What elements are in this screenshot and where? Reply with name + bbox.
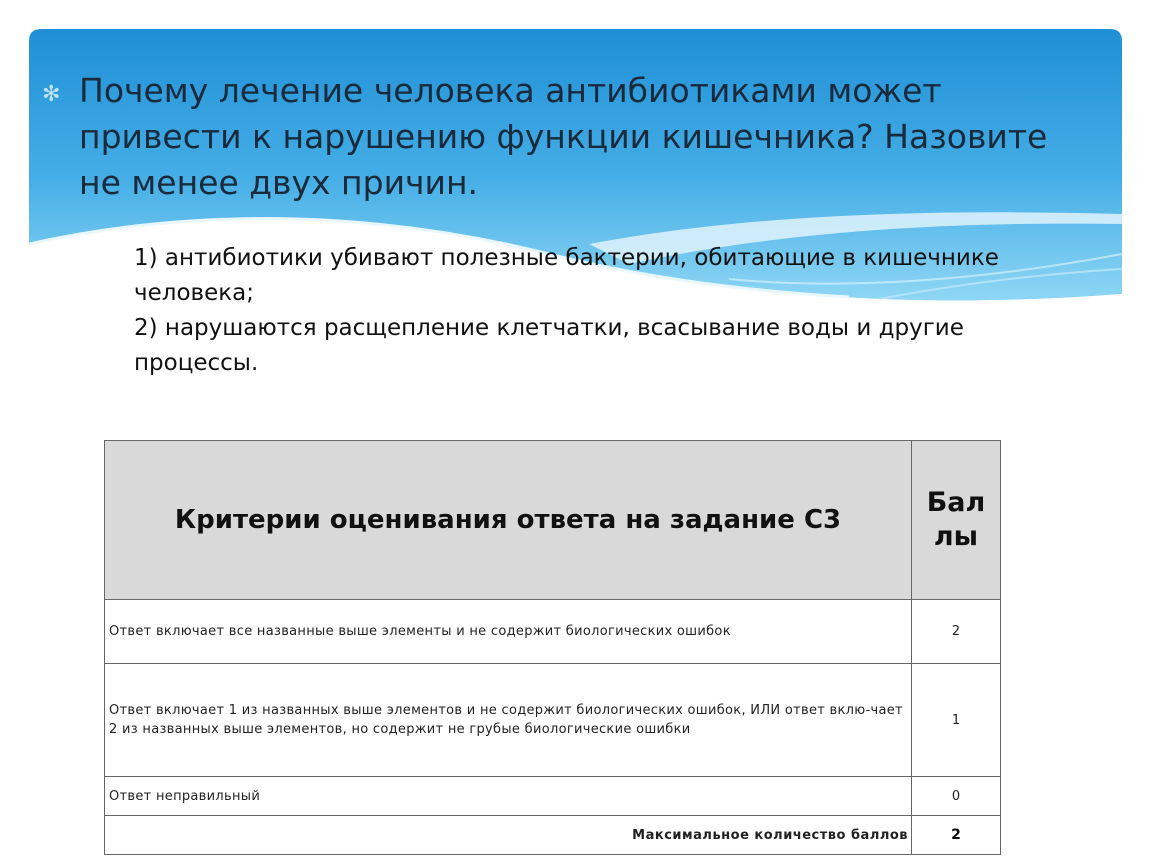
max-score-value: 2 bbox=[912, 816, 1001, 855]
criterion-text: Ответ включает 1 из названных выше элементов и не содержит биологических ошибок, ИЛИ ответ вклю-чает 2 из названных выше элементов, но содержит не грубые биологические ошибки bbox=[105, 664, 912, 777]
criteria-table bbox=[104, 440, 1001, 855]
answer-line-2: 2) нарушаются расщепление клетчатки, всасывание воды и другие процессы. bbox=[134, 315, 964, 376]
criterion-points: 0 bbox=[912, 777, 1001, 816]
header-points bbox=[912, 441, 1001, 600]
bullet-icon: ✻ bbox=[42, 82, 61, 107]
criterion-points: 1 bbox=[912, 664, 1001, 777]
header-points-line1: Бал bbox=[926, 487, 986, 518]
criterion-text: Ответ неправильный bbox=[105, 777, 912, 816]
criterion-points: 2 bbox=[912, 600, 1001, 664]
slide-question: Почему лечение человека антибиотиками может привести к нарушению функции кишечника? Назовите не менее двух причин. bbox=[79, 71, 1048, 202]
header-points-line2: лы bbox=[933, 521, 979, 552]
header-criteria: Критерии оценивания ответа на задание С3 bbox=[105, 441, 912, 600]
table-row bbox=[105, 600, 1001, 664]
table-max-row bbox=[105, 816, 1001, 855]
max-score-label: Максимальное количество баллов bbox=[105, 816, 912, 855]
answer-block bbox=[134, 241, 1034, 381]
table-row bbox=[105, 777, 1001, 816]
criterion-text: Ответ включает все названные выше элементы и не содержит биологических ошибок bbox=[105, 600, 912, 664]
table-row bbox=[105, 664, 1001, 777]
answer-line-1: 1) антибиотики убивают полезные бактерии, обитающие в кишечнике человека; bbox=[134, 245, 999, 306]
table-header-row bbox=[105, 441, 1001, 600]
